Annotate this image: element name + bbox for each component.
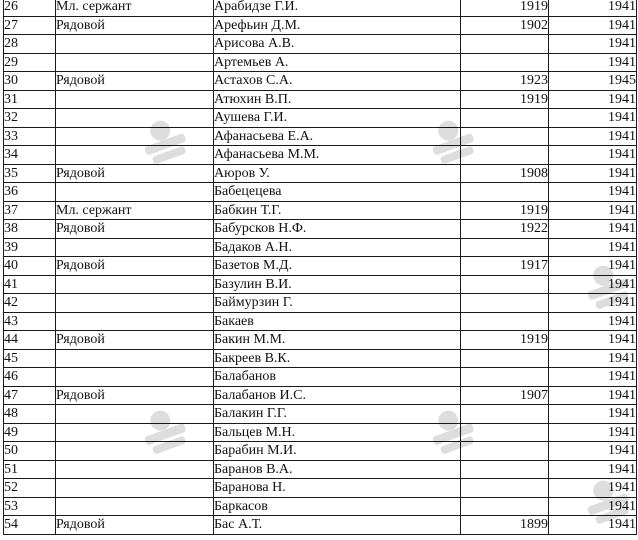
rank-cell: Мл. сержант bbox=[56, 0, 214, 16]
table-row bbox=[4, 460, 637, 479]
row-number-cell: 34 bbox=[4, 146, 56, 165]
table-row bbox=[4, 516, 637, 535]
row-number-cell: 47 bbox=[4, 386, 56, 405]
birth-year-cell bbox=[461, 497, 549, 516]
roster-table-body bbox=[4, 0, 637, 534]
name-cell: Баркасов bbox=[214, 497, 461, 516]
name-cell: Аушева Г.И. bbox=[214, 109, 461, 128]
rank-cell bbox=[56, 146, 214, 165]
table-row bbox=[4, 442, 637, 461]
rank-cell bbox=[56, 442, 214, 461]
table-row bbox=[4, 479, 637, 498]
row-number-cell: 38 bbox=[4, 220, 56, 239]
birth-year-cell bbox=[461, 312, 549, 331]
table-row bbox=[4, 386, 637, 405]
rank-cell bbox=[56, 312, 214, 331]
birth-year-cell bbox=[461, 238, 549, 257]
rank-cell bbox=[56, 405, 214, 424]
name-cell: Афанасьева Е.А. bbox=[214, 127, 461, 146]
event-year-cell: 1941 bbox=[549, 16, 637, 35]
event-year-cell: 1945 bbox=[549, 72, 637, 91]
event-year-cell: 1941 bbox=[549, 127, 637, 146]
rank-cell: Рядовой bbox=[56, 516, 214, 535]
rank-cell: Мл. сержант bbox=[56, 201, 214, 220]
birth-year-cell bbox=[461, 294, 549, 313]
name-cell: Аюров У. bbox=[214, 164, 461, 183]
birth-year-cell bbox=[461, 127, 549, 146]
rank-cell bbox=[56, 349, 214, 368]
birth-year-cell: 1917 bbox=[461, 257, 549, 276]
name-cell: Балабанов bbox=[214, 368, 461, 387]
rank-cell bbox=[56, 460, 214, 479]
birth-year-cell bbox=[461, 53, 549, 72]
rank-cell bbox=[56, 109, 214, 128]
table-row bbox=[4, 275, 637, 294]
rank-cell: Рядовой bbox=[56, 16, 214, 35]
event-year-cell: 1941 bbox=[549, 201, 637, 220]
rank-cell bbox=[56, 127, 214, 146]
rank-cell: Рядовой bbox=[56, 164, 214, 183]
row-number-cell: 46 bbox=[4, 368, 56, 387]
name-cell: Арефьин Д.М. bbox=[214, 16, 461, 35]
name-cell: Барабин М.И. bbox=[214, 442, 461, 461]
rank-cell bbox=[56, 53, 214, 72]
birth-year-cell bbox=[461, 479, 549, 498]
rank-cell bbox=[56, 90, 214, 109]
row-number-cell: 45 bbox=[4, 349, 56, 368]
row-number-cell: 53 bbox=[4, 497, 56, 516]
birth-year-cell bbox=[461, 368, 549, 387]
row-number-cell: 44 bbox=[4, 331, 56, 350]
row-number-cell: 27 bbox=[4, 16, 56, 35]
rank-cell bbox=[56, 423, 214, 442]
name-cell: Бакреев В.К. bbox=[214, 349, 461, 368]
birth-year-cell bbox=[461, 183, 549, 202]
name-cell: Артемьев А. bbox=[214, 53, 461, 72]
name-cell: Атюхин В.П. bbox=[214, 90, 461, 109]
table-row bbox=[4, 164, 637, 183]
birth-year-cell: 1899 bbox=[461, 516, 549, 535]
event-year-cell: 1941 bbox=[549, 90, 637, 109]
event-year-cell: 1941 bbox=[549, 220, 637, 239]
name-cell: Бакаев bbox=[214, 312, 461, 331]
event-year-cell: 1941 bbox=[549, 479, 637, 498]
birth-year-cell: 1902 bbox=[461, 16, 549, 35]
name-cell: Бас А.Т. bbox=[214, 516, 461, 535]
name-cell: Бабецецева bbox=[214, 183, 461, 202]
row-number-cell: 26 bbox=[4, 0, 56, 16]
row-number-cell: 31 bbox=[4, 90, 56, 109]
table-row bbox=[4, 109, 637, 128]
event-year-cell: 1941 bbox=[549, 368, 637, 387]
birth-year-cell: 1919 bbox=[461, 331, 549, 350]
rank-cell bbox=[56, 294, 214, 313]
table-row bbox=[4, 146, 637, 165]
birth-year-cell bbox=[461, 146, 549, 165]
table-row bbox=[4, 405, 637, 424]
rank-cell bbox=[56, 183, 214, 202]
table-row bbox=[4, 0, 637, 16]
table-row bbox=[4, 331, 637, 350]
row-number-cell: 43 bbox=[4, 312, 56, 331]
row-number-cell: 50 bbox=[4, 442, 56, 461]
table-row bbox=[4, 16, 637, 35]
event-year-cell: 1941 bbox=[549, 275, 637, 294]
birth-year-cell: 1919 bbox=[461, 201, 549, 220]
row-number-cell: 54 bbox=[4, 516, 56, 535]
rank-cell: Рядовой bbox=[56, 220, 214, 239]
row-number-cell: 51 bbox=[4, 460, 56, 479]
table-row bbox=[4, 35, 637, 54]
event-year-cell: 1941 bbox=[549, 312, 637, 331]
rank-cell: Рядовой bbox=[56, 331, 214, 350]
event-year-cell: 1941 bbox=[549, 497, 637, 516]
table-row bbox=[4, 368, 637, 387]
birth-year-cell bbox=[461, 423, 549, 442]
table-row bbox=[4, 183, 637, 202]
event-year-cell: 1941 bbox=[549, 349, 637, 368]
birth-year-cell bbox=[461, 460, 549, 479]
name-cell: Арисова А.В. bbox=[214, 35, 461, 54]
event-year-cell: 1941 bbox=[549, 442, 637, 461]
name-cell: Баранов В.А. bbox=[214, 460, 461, 479]
event-year-cell: 1941 bbox=[549, 183, 637, 202]
event-year-cell: 1941 bbox=[549, 331, 637, 350]
birth-year-cell bbox=[461, 349, 549, 368]
rank-cell bbox=[56, 497, 214, 516]
row-number-cell: 30 bbox=[4, 72, 56, 91]
birth-year-cell bbox=[461, 405, 549, 424]
event-year-cell: 1941 bbox=[549, 294, 637, 313]
rank-cell bbox=[56, 35, 214, 54]
event-year-cell: 1941 bbox=[549, 109, 637, 128]
row-number-cell: 37 bbox=[4, 201, 56, 220]
birth-year-cell: 1907 bbox=[461, 386, 549, 405]
table-row bbox=[4, 423, 637, 442]
rank-cell bbox=[56, 479, 214, 498]
row-number-cell: 49 bbox=[4, 423, 56, 442]
birth-year-cell bbox=[461, 442, 549, 461]
row-number-cell: 35 bbox=[4, 164, 56, 183]
row-number-cell: 48 bbox=[4, 405, 56, 424]
name-cell: Баранова Н. bbox=[214, 479, 461, 498]
birth-year-cell bbox=[461, 35, 549, 54]
table-row bbox=[4, 220, 637, 239]
row-number-cell: 52 bbox=[4, 479, 56, 498]
event-year-cell: 1941 bbox=[549, 423, 637, 442]
table-row bbox=[4, 127, 637, 146]
row-number-cell: 42 bbox=[4, 294, 56, 313]
row-number-cell: 36 bbox=[4, 183, 56, 202]
name-cell: Арабидзе Г.И. bbox=[214, 0, 461, 16]
table-row bbox=[4, 90, 637, 109]
rank-cell bbox=[56, 275, 214, 294]
birth-year-cell bbox=[461, 275, 549, 294]
event-year-cell: 1941 bbox=[549, 238, 637, 257]
name-cell: Баймурзин Г. bbox=[214, 294, 461, 313]
birth-year-cell: 1908 bbox=[461, 164, 549, 183]
event-year-cell: 1941 bbox=[549, 516, 637, 535]
event-year-cell: 1941 bbox=[549, 405, 637, 424]
row-number-cell: 28 bbox=[4, 35, 56, 54]
birth-year-cell: 1919 bbox=[461, 0, 549, 16]
event-year-cell: 1941 bbox=[549, 164, 637, 183]
birth-year-cell: 1923 bbox=[461, 72, 549, 91]
name-cell: Астахов С.А. bbox=[214, 72, 461, 91]
name-cell: Бабкин Т.Г. bbox=[214, 201, 461, 220]
rank-cell: Рядовой bbox=[56, 386, 214, 405]
event-year-cell: 1941 bbox=[549, 35, 637, 54]
birth-year-cell bbox=[461, 109, 549, 128]
event-year-cell: 1941 bbox=[549, 386, 637, 405]
event-year-cell: 1941 bbox=[549, 257, 637, 276]
name-cell: Бабурсков Н.Ф. bbox=[214, 220, 461, 239]
rank-cell bbox=[56, 238, 214, 257]
table-row bbox=[4, 312, 637, 331]
name-cell: Балабанов И.С. bbox=[214, 386, 461, 405]
table-row bbox=[4, 53, 637, 72]
name-cell: Балакин Г.Г. bbox=[214, 405, 461, 424]
row-number-cell: 40 bbox=[4, 257, 56, 276]
row-number-cell: 32 bbox=[4, 109, 56, 128]
name-cell: Бадаков А.Н. bbox=[214, 238, 461, 257]
birth-year-cell: 1919 bbox=[461, 90, 549, 109]
name-cell: Базетов М.Д. bbox=[214, 257, 461, 276]
table-row bbox=[4, 72, 637, 91]
row-number-cell: 39 bbox=[4, 238, 56, 257]
rank-cell bbox=[56, 368, 214, 387]
event-year-cell: 1941 bbox=[549, 146, 637, 165]
table-row bbox=[4, 201, 637, 220]
rank-cell: Рядовой bbox=[56, 72, 214, 91]
row-number-cell: 29 bbox=[4, 53, 56, 72]
name-cell: Бальцев М.Н. bbox=[214, 423, 461, 442]
casualty-roster-table bbox=[3, 0, 637, 535]
event-year-cell: 1941 bbox=[549, 53, 637, 72]
row-number-cell: 33 bbox=[4, 127, 56, 146]
name-cell: Бакин М.М. bbox=[214, 331, 461, 350]
table-row bbox=[4, 349, 637, 368]
table-row bbox=[4, 294, 637, 313]
rank-cell: Рядовой bbox=[56, 257, 214, 276]
event-year-cell: 1941 bbox=[549, 460, 637, 479]
table-row bbox=[4, 238, 637, 257]
name-cell: Базулин В.И. bbox=[214, 275, 461, 294]
row-number-cell: 41 bbox=[4, 275, 56, 294]
name-cell: Афанасьева М.М. bbox=[214, 146, 461, 165]
table-row bbox=[4, 257, 637, 276]
event-year-cell: 1941 bbox=[549, 0, 637, 16]
table-row bbox=[4, 497, 637, 516]
birth-year-cell: 1922 bbox=[461, 220, 549, 239]
